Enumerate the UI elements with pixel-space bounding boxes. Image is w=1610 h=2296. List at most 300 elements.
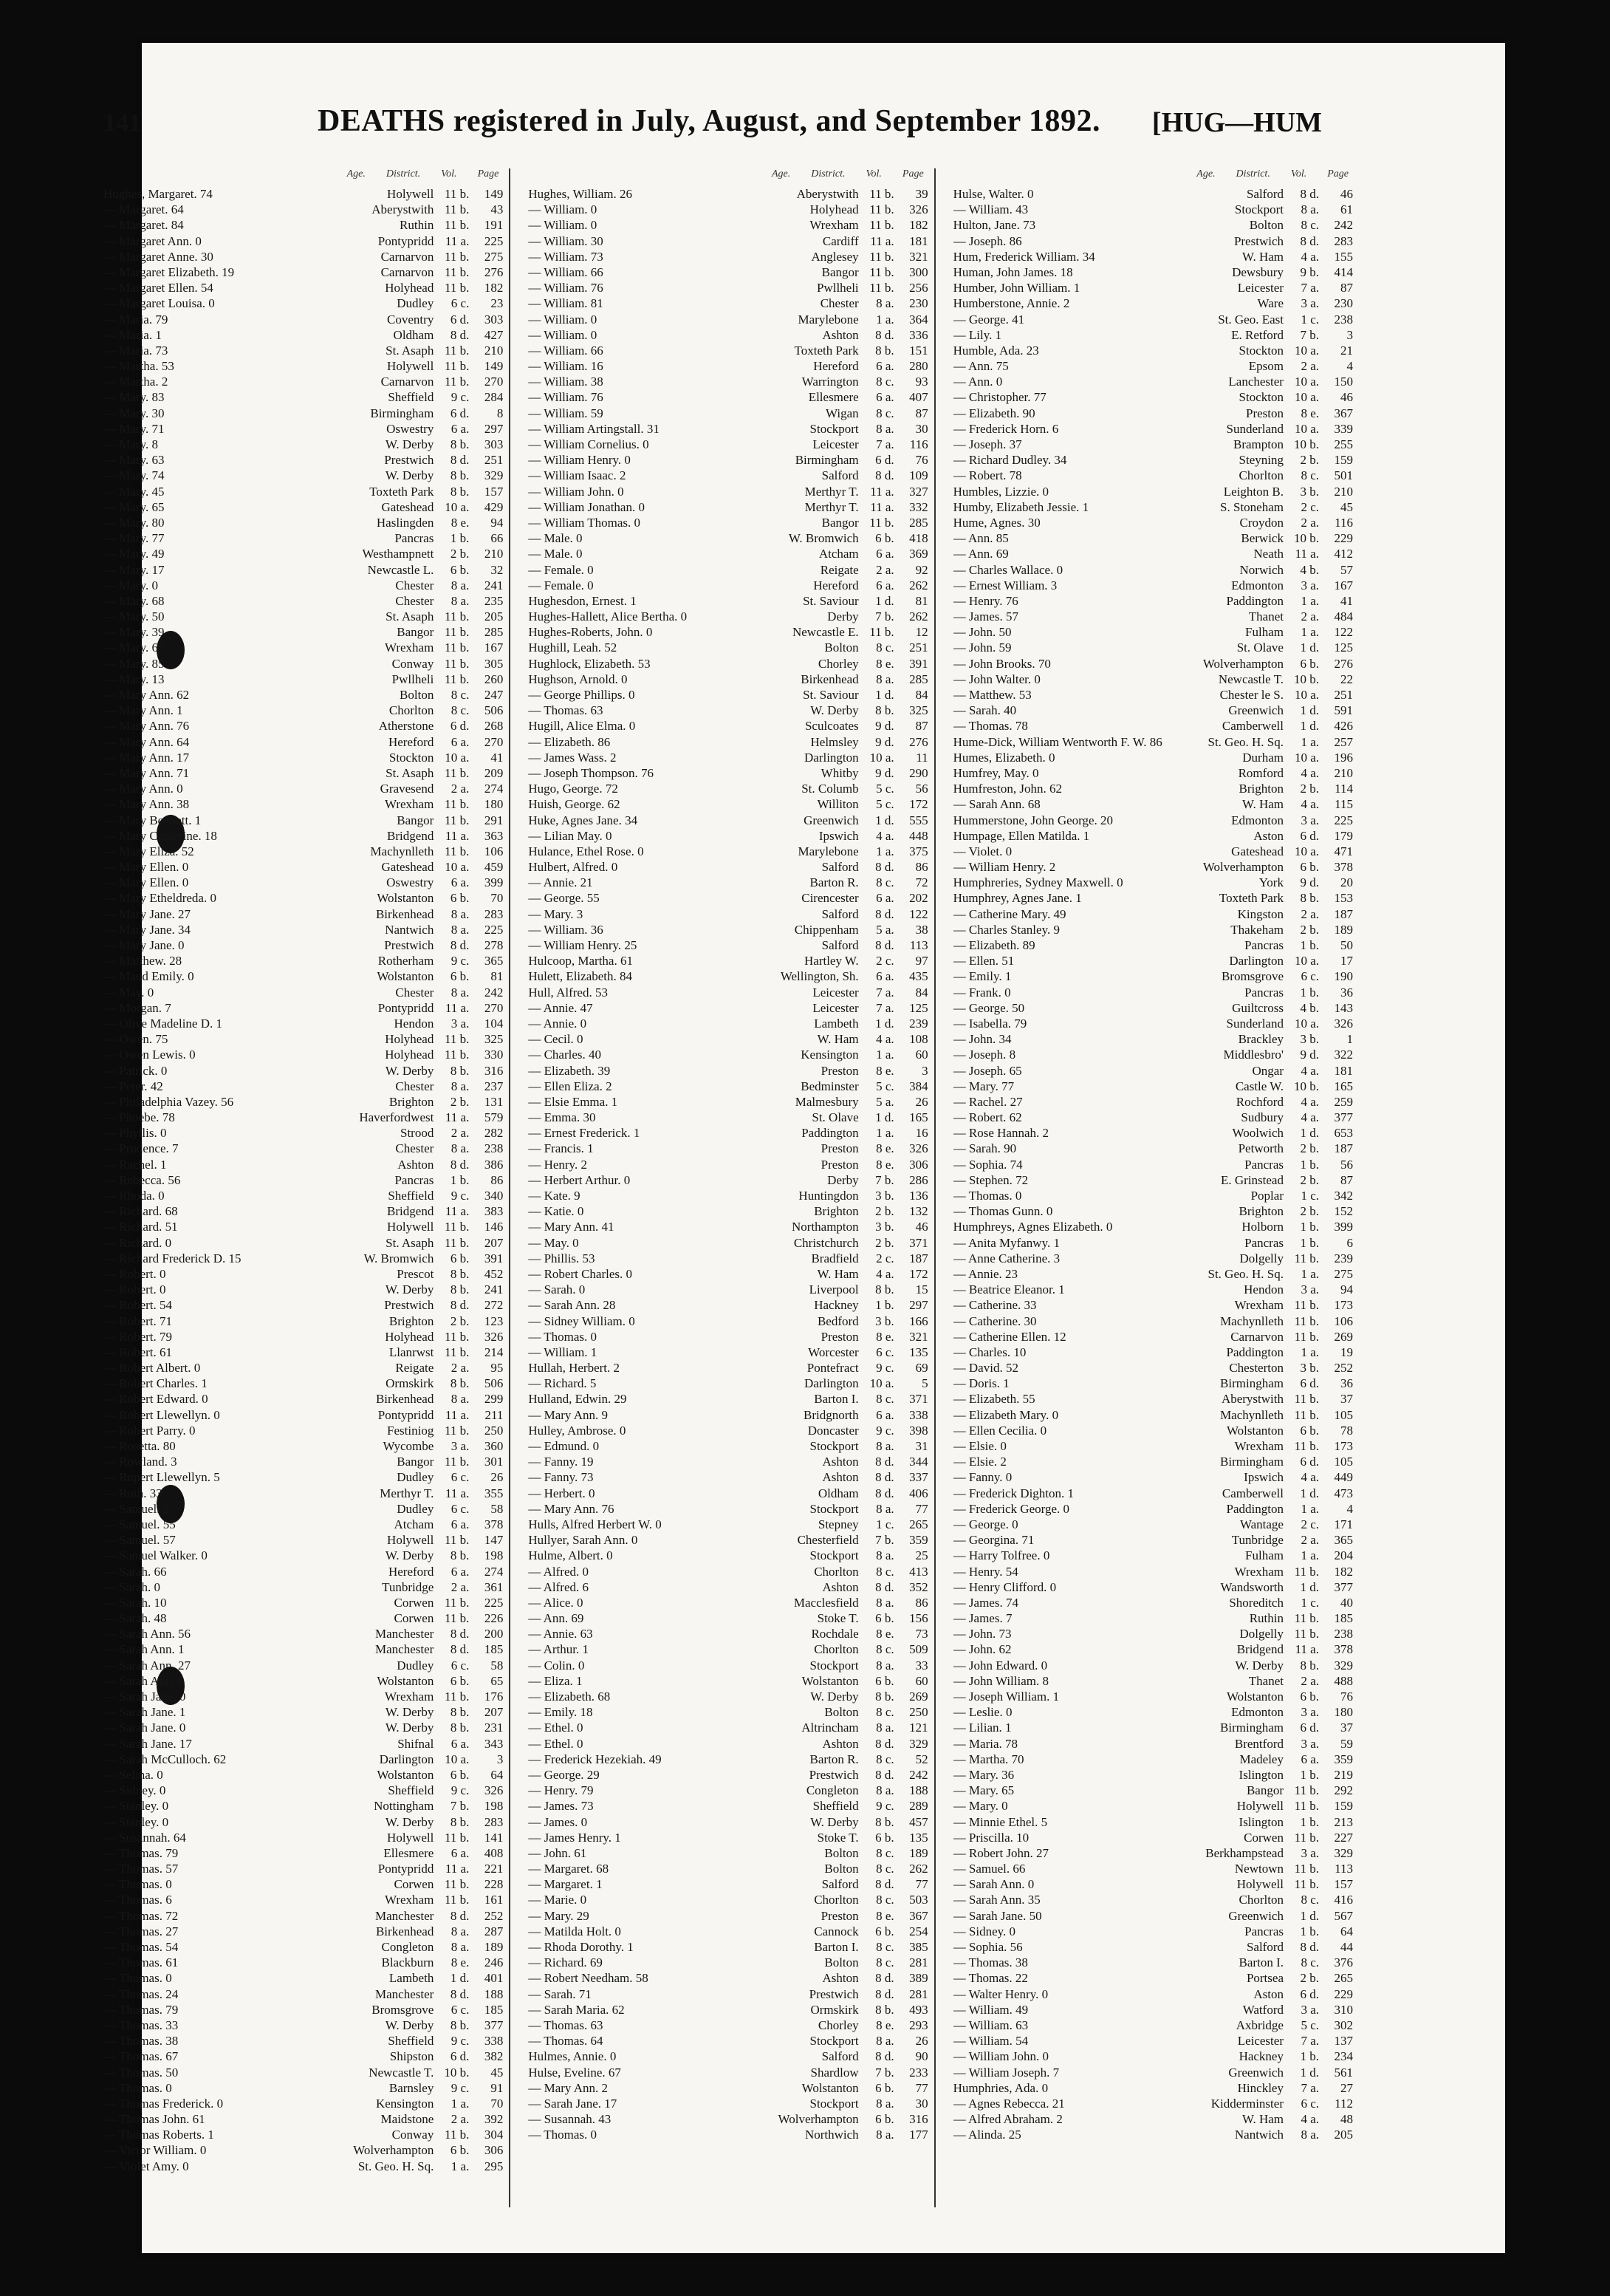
entry-name: — Mary Ann. 71 <box>103 765 190 780</box>
register-entry <box>528 1532 928 1548</box>
entry-volume: 6 d. <box>875 453 894 468</box>
age-header: Age. <box>1196 168 1216 180</box>
entry-name: — Catherine. 30 <box>953 1313 1037 1328</box>
entry-name: — Robert Parry. 0 <box>103 1423 196 1438</box>
entry-district: Thanet <box>1248 609 1284 624</box>
entry-district: Manchester <box>375 1986 434 2001</box>
entry-volume: 9 c. <box>451 2080 470 2095</box>
entry-district: Stockport <box>809 1501 859 1516</box>
register-entry <box>528 1970 928 1986</box>
entry-district: Bangor <box>397 625 434 640</box>
entry-volume: 8 b. <box>875 343 894 358</box>
entry-name: — Mary Ann. 1 <box>103 703 183 718</box>
entry-volume: 2 c. <box>876 954 894 968</box>
entry-name: — Ellen Cecilia. 0 <box>953 1423 1047 1438</box>
entry-district: Altrincham <box>801 1721 859 1735</box>
entry-district: Pancras <box>1244 1157 1284 1172</box>
entry-volume: 5 a. <box>876 922 894 937</box>
register-entry <box>528 1830 928 1845</box>
entry-name: — Thomas. 63 <box>528 703 603 718</box>
register-entry <box>528 1110 928 1125</box>
entry-district: Haverfordwest <box>359 1110 434 1125</box>
register-entry <box>953 1469 1353 1485</box>
entry-name: — Elsie Emma. 1 <box>528 1094 618 1109</box>
register-entry <box>953 1345 1353 1360</box>
entry-page: 435 <box>909 969 928 984</box>
entry-district: Manchester <box>375 1642 434 1657</box>
entry-district: Ipswich <box>1244 1470 1284 1485</box>
register-entry <box>953 1814 1353 1830</box>
entry-district: Berwick <box>1241 531 1284 546</box>
entry-district: Pontefract <box>806 1361 859 1376</box>
entry-name: — Margaret. 64 <box>103 202 184 217</box>
entry-page: 369 <box>909 547 928 561</box>
entry-district: Bangor <box>1246 1783 1284 1798</box>
register-entry <box>103 1329 503 1345</box>
entry-district: Salford <box>821 938 859 952</box>
entry-district: Wrexham <box>384 1689 434 1704</box>
entry-name: — Margaret Ann. 0 <box>103 233 202 248</box>
entry-volume: 11 a. <box>1295 547 1319 561</box>
entry-page: 326 <box>909 1141 928 1156</box>
entry-volume: 9 d. <box>875 719 894 734</box>
entry-name: — Fanny. 19 <box>528 1455 594 1469</box>
entry-district: Bangor <box>821 264 859 279</box>
entry-volume: 4 a. <box>1301 1063 1319 1078</box>
entry-page: 247 <box>484 688 504 702</box>
register-entry <box>953 1783 1353 1798</box>
register-entry <box>103 1391 503 1407</box>
entry-name: — Ann. 69 <box>528 1611 584 1626</box>
entry-volume: 8 e. <box>876 1157 894 1172</box>
entry-district: Aberystwith <box>1221 1392 1284 1407</box>
register-entry <box>953 1736 1353 1752</box>
entry-district: Preston <box>821 1141 859 1156</box>
entry-district: Pancras <box>394 531 434 546</box>
entry-volume: 11 a. <box>870 499 894 514</box>
entry-page: 191 <box>484 218 504 233</box>
entry-volume: 2 b. <box>1300 1141 1319 1156</box>
register-entry <box>528 562 928 578</box>
entry-page: 11 <box>916 750 928 765</box>
register-entry <box>103 452 503 468</box>
register-entry <box>953 1407 1353 1423</box>
entry-district: Castle W. <box>1235 1079 1284 1093</box>
entry-page: 190 <box>1334 969 1353 984</box>
entry-page: 149 <box>484 359 504 374</box>
entry-district: Dolgelly <box>1239 1251 1284 1265</box>
entry-volume: 3 a. <box>1301 1736 1319 1751</box>
entry-district: Paddington <box>1226 1345 1284 1359</box>
entry-district: Greenwich <box>1228 2065 1284 2080</box>
entry-name: — Samuel Walker. 0 <box>103 1548 208 1563</box>
register-entry <box>103 968 503 984</box>
entry-name: Hughill, Leah. 52 <box>528 640 617 655</box>
entry-name: — Charles Stanley. 9 <box>953 922 1060 937</box>
register-entry <box>103 813 503 828</box>
entry-name: — Mary. 49 <box>103 547 165 561</box>
entry-district: Atcham <box>818 547 859 561</box>
register-entry <box>953 280 1353 295</box>
entry-page: 337 <box>909 1470 928 1485</box>
entry-volume: 11 a. <box>1295 1642 1319 1657</box>
entry-volume: 1 d. <box>1300 1486 1319 1500</box>
entry-page: 143 <box>1334 1000 1353 1015</box>
entry-name: — Elizabeth. 89 <box>953 938 1035 952</box>
register-entry <box>953 718 1353 734</box>
entry-page: 64 <box>1340 1924 1353 1938</box>
entry-volume: 11 b. <box>444 359 470 374</box>
entry-volume: 8 b. <box>450 1376 470 1391</box>
entry-name: — Thomas John. 61 <box>103 2112 205 2127</box>
entry-district: Gateshead <box>381 860 434 875</box>
entry-name: — Patrick. 0 <box>103 1063 168 1078</box>
register-entry <box>953 1016 1353 1031</box>
register-entry <box>103 421 503 437</box>
entry-page: 187 <box>909 1251 928 1265</box>
entry-name: — Mary Ann. 41 <box>528 1220 614 1234</box>
entry-volume: 8 d. <box>875 906 894 921</box>
entry-page: 165 <box>909 1110 928 1125</box>
register-entry <box>103 2080 503 2096</box>
entry-name: — Peter. 42 <box>103 1079 163 1093</box>
register-entry <box>528 374 928 389</box>
entry-name: — Sarah Ann. 27 <box>103 1658 191 1673</box>
entry-volume: 11 b. <box>444 1533 470 1548</box>
register-entry <box>528 1610 928 1626</box>
entry-page: 48 <box>1340 2112 1353 2127</box>
entry-volume: 7 a. <box>876 437 894 451</box>
entry-district: Macclesfield <box>793 1595 859 1610</box>
entry-page: 302 <box>1334 2017 1353 2032</box>
entry-page: 276 <box>1334 656 1353 671</box>
entry-volume: 6 a. <box>876 891 894 906</box>
entry-district: Prestwich <box>384 938 434 952</box>
entry-page: 69 <box>915 1361 928 1376</box>
entry-name: — William. 66 <box>528 264 603 279</box>
entry-district: Nantwich <box>385 922 434 937</box>
register-entry <box>103 1658 503 1673</box>
entry-name: Hughson, Arnold. 0 <box>528 672 628 686</box>
entry-volume: 3 a. <box>1301 296 1319 311</box>
entry-name: — Philadelphia Vazey. 56 <box>103 1094 234 1109</box>
register-entry <box>528 1876 928 1892</box>
entry-district: Birkenhead <box>375 1924 434 1938</box>
entry-volume: 8 a. <box>876 1721 894 1735</box>
entry-volume: 8 e. <box>876 1908 894 1923</box>
entry-district: W. Ham <box>1241 2112 1284 2127</box>
register-entry <box>953 1094 1353 1110</box>
entry-name: — Thomas. 0 <box>528 2128 597 2142</box>
entry-page: 45 <box>1340 499 1353 514</box>
register-entry <box>528 406 928 421</box>
entry-page: 285 <box>909 672 928 686</box>
entry-name: — Henry. 79 <box>528 1783 594 1798</box>
register-entry <box>103 578 503 593</box>
entry-volume: 7 a. <box>876 985 894 1000</box>
entry-district: W. Derby <box>810 703 859 718</box>
entry-page: 344 <box>909 1455 928 1469</box>
entry-name: — Maud Emily. 0 <box>103 969 194 984</box>
entry-volume: 8 d. <box>450 453 470 468</box>
entry-district: Prestwich <box>1233 233 1284 248</box>
entry-name: — Margaret Anne. 30 <box>103 249 213 264</box>
entry-page: 61 <box>1340 202 1353 217</box>
entry-page: 150 <box>1334 375 1353 389</box>
entry-name: — Robert Charles. 1 <box>103 1376 208 1391</box>
entry-page: 493 <box>909 2002 928 2017</box>
register-entry <box>103 1031 503 1047</box>
entry-page: 187 <box>1334 1141 1353 1156</box>
entry-volume: 8 a. <box>1301 2128 1319 2142</box>
entry-district: Wolverhampton <box>1202 860 1284 875</box>
register-entry <box>528 1079 928 1094</box>
register-entry <box>953 985 1353 1000</box>
entry-district: Chippenham <box>794 922 859 937</box>
register-entry <box>528 1391 928 1407</box>
entry-volume: 2 a. <box>451 1126 470 1141</box>
entry-volume: 1 d. <box>875 1016 894 1031</box>
register-entry <box>953 750 1353 765</box>
entry-name: — Thomas Roberts. 1 <box>103 2128 214 2142</box>
entry-page: 177 <box>909 2128 928 2142</box>
entry-name: Huke, Agnes Jane. 34 <box>528 813 638 827</box>
entry-district: Prestwich <box>384 453 434 468</box>
entry-page: 365 <box>1334 1533 1353 1548</box>
entry-name: — Frank. 0 <box>953 985 1011 1000</box>
entry-name: — Prudence. 7 <box>103 1141 179 1156</box>
entry-volume: 1 d. <box>875 688 894 702</box>
register-entry <box>953 1830 1353 1845</box>
entry-volume: 1 d. <box>1300 640 1319 655</box>
entry-name: — Ernest William. 3 <box>953 578 1058 592</box>
entry-page: 398 <box>909 1423 928 1438</box>
entry-page: 171 <box>1334 1517 1353 1531</box>
entry-name: — Matthew. 28 <box>103 954 182 968</box>
entry-page: 399 <box>484 875 504 890</box>
register-entry <box>528 1908 928 1924</box>
entry-volume: 7 b. <box>875 1533 894 1548</box>
entry-volume: 4 a. <box>1301 249 1319 264</box>
entry-page: 238 <box>484 1141 504 1156</box>
entry-district: Stockport <box>809 2096 859 2111</box>
entry-name: — Henry Clifford. 0 <box>953 1579 1057 1594</box>
entry-page: 77 <box>915 1501 928 1516</box>
register-entry <box>528 1658 928 1673</box>
entry-name: — James Henry. 1 <box>528 1830 621 1845</box>
register-entry <box>103 1814 503 1830</box>
entry-name: — Herbert. 0 <box>528 1486 595 1500</box>
register-entry <box>953 1360 1353 1376</box>
entry-name: — Mary Ann. 64 <box>103 734 190 749</box>
entry-name: — Mary. 80 <box>103 515 165 530</box>
entry-page: 6 <box>1346 1235 1353 1250</box>
entry-district: W. Ham <box>1241 249 1284 264</box>
entry-page: 60 <box>915 1048 928 1062</box>
entry-name: — Elizabeth. 55 <box>953 1392 1035 1407</box>
entry-district: Ellesmere <box>808 390 859 405</box>
entry-name: — Emily. 18 <box>528 1705 593 1720</box>
entry-district: Islington <box>1239 1767 1284 1782</box>
entry-volume: 11 b. <box>1294 1313 1319 1328</box>
entry-district: Rochdale <box>811 1627 859 1641</box>
entry-page: 389 <box>909 1971 928 1986</box>
entry-name: — Minnie Ethel. 5 <box>953 1814 1048 1829</box>
entry-page: 104 <box>484 1016 504 1031</box>
register-entry <box>953 312 1353 327</box>
register-entry <box>953 1532 1353 1548</box>
entry-volume: 8 c. <box>876 1642 894 1657</box>
register-entry <box>103 1110 503 1125</box>
entry-district: Holborn <box>1241 1220 1284 1234</box>
entry-volume: 11 b. <box>444 1345 470 1359</box>
entry-district: Wolstanton <box>801 1673 859 1688</box>
entry-name: — William Henry. 2 <box>953 860 1056 875</box>
entry-name: — Frederick Dighton. 1 <box>953 1486 1075 1500</box>
entry-volume: 6 b. <box>875 1611 894 1626</box>
entry-volume: 8 d. <box>450 1642 470 1657</box>
entry-page: 188 <box>909 1783 928 1798</box>
register-entry <box>103 828 503 844</box>
entry-name: — William Henry. 25 <box>528 938 637 952</box>
entry-volume: 8 a. <box>1301 202 1319 217</box>
entry-district: Stockport <box>809 1658 859 1673</box>
entry-name: — William. 63 <box>953 2017 1029 2032</box>
entry-name: — Robert Albert. 0 <box>103 1361 201 1376</box>
entry-district: W. Derby <box>1235 1658 1284 1673</box>
entry-volume: 8 b. <box>450 2017 470 2032</box>
register-entry <box>953 1876 1353 1892</box>
entry-name: — Thomas. 0 <box>528 1329 597 1344</box>
entry-volume: 11 b. <box>1294 1877 1319 1892</box>
entry-volume: 8 d. <box>875 468 894 483</box>
register-entry <box>953 937 1353 953</box>
entry-page: 339 <box>1334 421 1353 436</box>
entry-name: — George. 29 <box>528 1767 600 1782</box>
entry-district: Anglesey <box>811 249 859 264</box>
entry-volume: 6 a. <box>451 421 470 436</box>
entry-page: 205 <box>1334 2128 1353 2142</box>
entry-district: W. Derby <box>385 1814 434 1829</box>
entry-volume: 11 b. <box>1294 1862 1319 1876</box>
register-entry <box>103 2017 503 2033</box>
entry-page: 37 <box>1340 1392 1353 1407</box>
register-entry <box>103 1172 503 1188</box>
entry-volume: 6 b. <box>875 1830 894 1845</box>
entry-volume: 8 a. <box>876 296 894 311</box>
entry-page: 135 <box>909 1830 928 1845</box>
entry-page: 185 <box>1334 1611 1353 1626</box>
entry-district: Darlington <box>379 1752 434 1766</box>
register-entry <box>528 1469 928 1485</box>
entry-district: Bolton <box>824 1705 859 1720</box>
entry-name: — Alice. 0 <box>528 1595 583 1610</box>
register-entry <box>528 1454 928 1469</box>
register-entry <box>953 1548 1353 1563</box>
register-entry <box>953 609 1353 624</box>
entry-volume: 7 b. <box>875 609 894 624</box>
entry-name: — William. 0 <box>528 312 597 327</box>
entry-volume: 8 b. <box>1300 891 1319 906</box>
entry-name: Humphreries, Sydney Maxwell. 0 <box>953 875 1123 890</box>
entry-volume: 8 d. <box>450 938 470 952</box>
register-entry <box>953 2080 1353 2096</box>
entry-district: Machynlleth <box>1220 1407 1284 1422</box>
register-entry <box>528 1282 928 1297</box>
register-entry <box>953 1861 1353 1876</box>
register-entry <box>528 202 928 217</box>
entry-name: — Thomas. 27 <box>103 1924 179 1938</box>
register-entry <box>953 1235 1353 1251</box>
register-entry <box>103 1830 503 1845</box>
entry-page: 108 <box>909 1032 928 1047</box>
age-header: Age. <box>346 168 366 180</box>
entry-district: Carnarvon <box>380 264 434 279</box>
entry-district: Wrexham <box>809 218 859 233</box>
entry-volume: 10 b. <box>444 2065 470 2080</box>
entry-name: — John. 73 <box>953 1627 1012 1641</box>
entry-name: Humby, Elizabeth Jessie. 1 <box>953 499 1089 514</box>
entry-name: — Mary. 74 <box>103 468 165 483</box>
district-header: District. <box>1236 168 1270 180</box>
entry-district: Bradfield <box>811 1251 859 1265</box>
entry-volume: 11 b. <box>869 218 894 233</box>
entry-district: W. Derby <box>385 2017 434 2032</box>
entry-page: 46 <box>915 1220 928 1234</box>
entry-page: 242 <box>1334 218 1353 233</box>
entry-volume: 11 b. <box>1294 1627 1319 1641</box>
entry-name: — William Jonathan. 0 <box>528 499 645 514</box>
register-entry <box>103 295 503 311</box>
entry-volume: 8 d. <box>875 2049 894 2064</box>
entry-district: Hereford <box>388 1564 434 1579</box>
entry-page: 452 <box>484 1266 504 1281</box>
register-entry <box>953 358 1353 374</box>
entry-volume: 11 b. <box>444 656 470 671</box>
entry-district: Bolton <box>400 688 434 702</box>
entry-volume: 10 a. <box>1294 750 1319 765</box>
entry-name: — Mary. 0 <box>953 1799 1008 1814</box>
entry-district: Carnarvon <box>1230 1329 1284 1344</box>
entry-name: — Matilda Holt. 0 <box>528 1924 621 1938</box>
entry-name: — Thomas Frederick. 0 <box>103 2096 224 2111</box>
entry-name: Humphreys, Agnes Elizabeth. 0 <box>953 1220 1113 1234</box>
entry-district: Wolverhampton <box>1202 656 1284 671</box>
entry-district: Pancras <box>1244 938 1284 952</box>
entry-district: Wrexham <box>384 640 434 655</box>
entry-volume: 1 d. <box>875 593 894 608</box>
entry-district: Dudley <box>397 1501 434 1516</box>
entry-name: Hullyer, Sarah Ann. 0 <box>528 1533 638 1548</box>
entry-volume: 1 d. <box>1300 1579 1319 1594</box>
register-entry <box>953 327 1353 343</box>
entry-name: — Mary Ellen. 0 <box>103 875 189 890</box>
entry-district: Derby <box>827 609 859 624</box>
entry-name: — Maria. 1 <box>103 327 162 342</box>
entry-district: Camberwell <box>1222 719 1284 734</box>
entry-district: Wolstanton <box>1226 1423 1284 1438</box>
entry-name: — Emily. 1 <box>953 969 1012 984</box>
entry-page: 161 <box>484 1893 504 1907</box>
entry-volume: 6 b. <box>875 2080 894 2095</box>
entry-page: 321 <box>909 249 928 264</box>
entry-district: Cardiff <box>822 233 859 248</box>
entry-name: — Mary. 29 <box>528 1908 589 1923</box>
register-entry <box>103 233 503 249</box>
entry-district: Barton I. <box>1239 1955 1284 1970</box>
register-entry <box>103 264 503 280</box>
entry-volume: 10 a. <box>869 750 894 765</box>
